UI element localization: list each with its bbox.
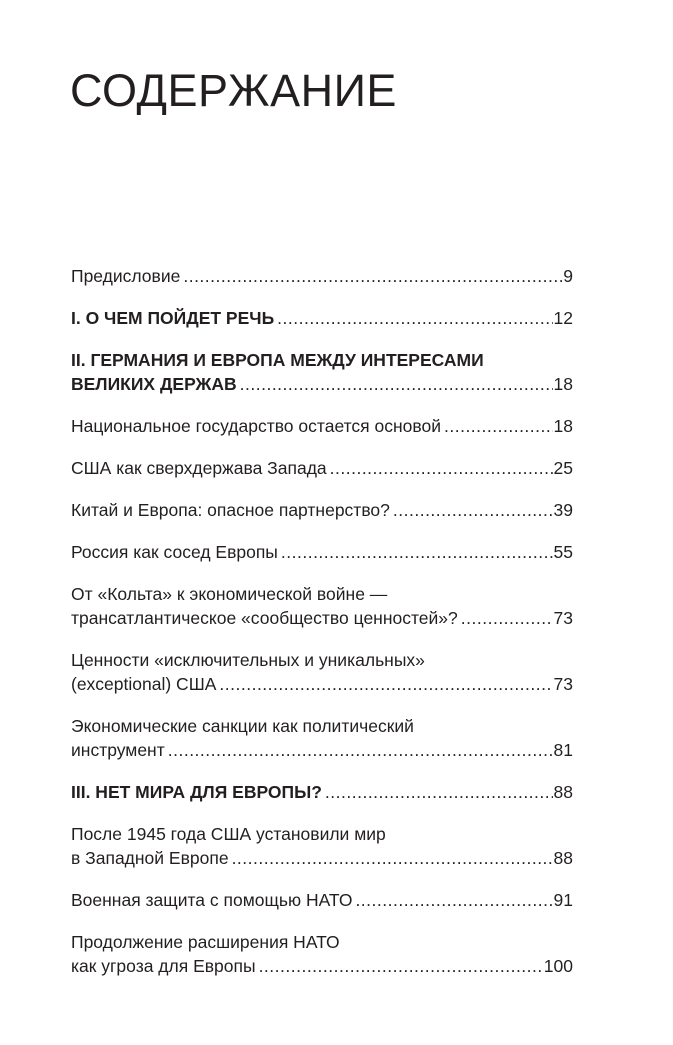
toc-entry-title: Россия как сосед Европы bbox=[71, 542, 278, 562]
toc-page-number: 12 bbox=[553, 308, 573, 328]
dot-leader bbox=[219, 672, 552, 696]
toc-section bbox=[71, 348, 573, 396]
toc-section-title: ВЕЛИКИХ ДЕРЖАВ bbox=[71, 374, 237, 394]
toc-page-number: 100 bbox=[543, 956, 573, 976]
toc-section bbox=[71, 780, 573, 804]
toc-page-number: 25 bbox=[553, 458, 573, 478]
toc-entry-title: как угроза для Европы bbox=[71, 956, 256, 976]
toc-entry bbox=[71, 414, 573, 438]
dot-leader bbox=[444, 414, 553, 438]
dot-leader bbox=[277, 306, 552, 330]
toc-entry bbox=[71, 540, 573, 564]
toc-entry-title: инструмент bbox=[71, 740, 165, 760]
dot-leader bbox=[325, 780, 553, 804]
dot-leader bbox=[168, 738, 553, 762]
toc-page-number: 55 bbox=[553, 542, 573, 562]
toc-entry bbox=[71, 930, 573, 978]
toc-section bbox=[71, 306, 573, 330]
dot-leader bbox=[330, 456, 553, 480]
dot-leader bbox=[183, 264, 562, 288]
toc-page-number: 73 bbox=[553, 608, 573, 628]
dot-leader bbox=[393, 498, 553, 522]
toc-entry-title: Китай и Европа: опасное партнерство? bbox=[71, 500, 390, 520]
toc-entry-title: (exceptional) США bbox=[71, 674, 217, 694]
toc-entry-title: Национальное государство остается основой bbox=[71, 416, 441, 436]
toc-entry-title: в Западной Европе bbox=[71, 848, 229, 868]
toc-entry-title: От «Кольта» к экономической войне — bbox=[71, 584, 388, 604]
toc-entry-title: США как сверхдержава Запада bbox=[71, 458, 327, 478]
dot-leader bbox=[281, 540, 553, 564]
toc-section-title: II. ГЕРМАНИЯ И ЕВРОПА МЕЖДУ ИНТЕРЕСАМИ bbox=[71, 350, 484, 370]
toc-page-number: 18 bbox=[553, 374, 573, 394]
toc-page-number: 91 bbox=[553, 890, 573, 910]
toc-entry-title: Экономические санкции как политический bbox=[71, 716, 414, 736]
toc-page-number: 39 bbox=[553, 500, 573, 520]
toc-entry-title: Продолжение расширения НАТО bbox=[71, 932, 340, 952]
toc-entry-title: трансатлантическое «сообщество ценностей»? bbox=[71, 608, 458, 628]
toc-entry-title: После 1945 года США установили мир bbox=[71, 824, 386, 844]
toc-page-number: 18 bbox=[553, 416, 573, 436]
toc-entry bbox=[71, 822, 573, 870]
toc-section-title: III. НЕТ МИРА ДЛЯ ЕВРОПЫ? bbox=[71, 782, 322, 802]
dot-leader bbox=[240, 372, 553, 396]
dot-leader bbox=[355, 888, 552, 912]
toc-entry bbox=[71, 582, 573, 630]
toc-entry-title: Предисловие bbox=[71, 266, 181, 286]
dot-leader bbox=[232, 846, 553, 870]
toc-page-number: 88 bbox=[553, 848, 573, 868]
toc-entry bbox=[71, 648, 573, 696]
toc-entry bbox=[71, 714, 573, 762]
toc-section-title: I. О ЧЕМ ПОЙДЕТ РЕЧЬ bbox=[71, 308, 275, 328]
toc-page-number: 73 bbox=[553, 674, 573, 694]
dot-leader bbox=[461, 606, 553, 630]
toc-entry-title: Военная защита с помощью НАТО bbox=[71, 890, 353, 910]
toc-entry bbox=[71, 456, 573, 480]
dot-leader bbox=[259, 954, 543, 978]
toc-page-number: 88 bbox=[553, 782, 573, 802]
toc-page-number: 81 bbox=[553, 740, 573, 760]
toc-entry bbox=[71, 264, 573, 288]
page-title: СОДЕРЖАНИЕ bbox=[70, 65, 397, 116]
table-of-contents bbox=[71, 264, 573, 996]
toc-entry bbox=[71, 498, 573, 522]
toc-entry-title: Ценности «исключительных и уникальных» bbox=[71, 650, 425, 670]
toc-page-number: 9 bbox=[563, 266, 573, 286]
toc-entry bbox=[71, 888, 573, 912]
